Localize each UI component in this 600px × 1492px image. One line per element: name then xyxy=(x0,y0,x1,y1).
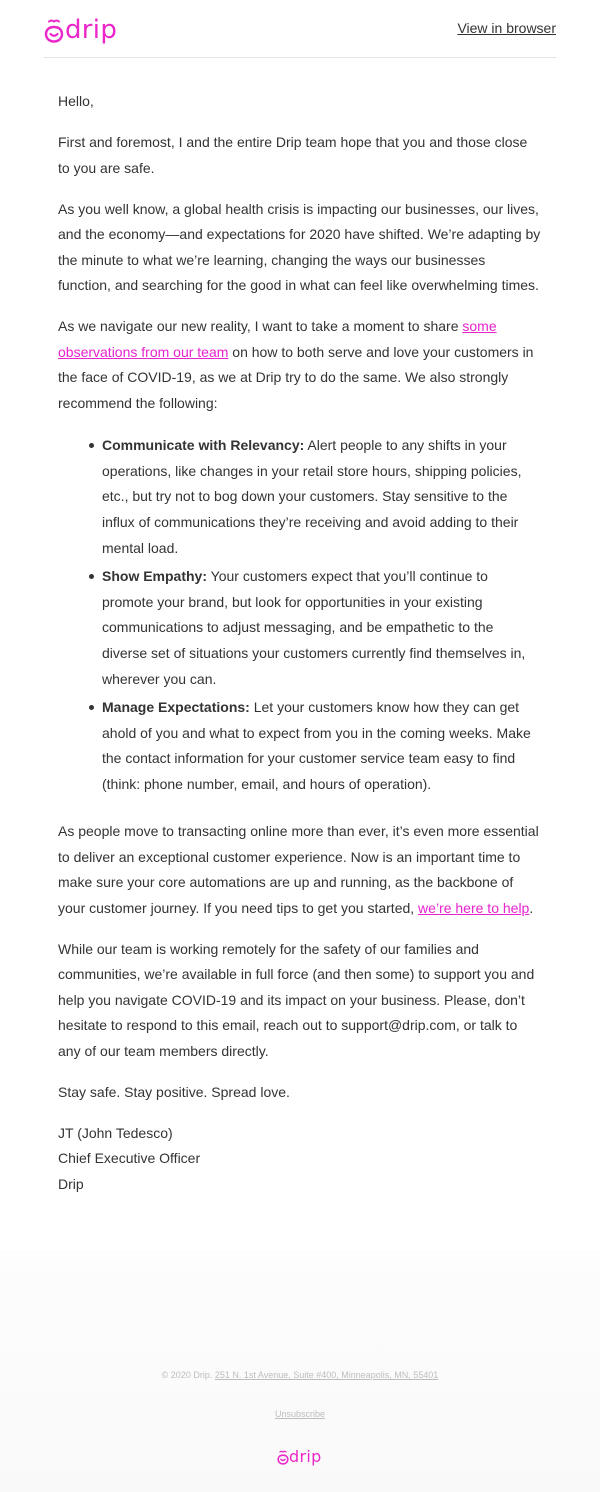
unsubscribe-link[interactable]: Unsubscribe xyxy=(274,1409,326,1419)
paragraph-intro: First and foremost, I and the entire Drip team hope that you and those close to you are safe. xyxy=(58,134,528,176)
signature-title: Chief Executive Officer xyxy=(58,1150,201,1167)
bullet-text: Your customers expect that you’ll continue to promote your brand, but look for opportunities in your existing communications to adjust messaging, and be empathetic to the diverse set of situations your customers currently find themselves in, wherever you can. xyxy=(102,568,526,687)
help-link[interactable]: we’re here to help xyxy=(418,899,530,916)
email-header xyxy=(44,0,556,58)
view-in-browser-link[interactable]: View in browser xyxy=(457,20,556,36)
signature-name: JT (John Tedesco) xyxy=(58,1124,173,1141)
observations-link[interactable]: some observations from our team xyxy=(58,318,497,360)
greeting: Hello, xyxy=(58,93,94,109)
bullet-text: Let your customers know how they can get ahold of you and what to expect from you in the coming weeks. Make the contact information for your customer service team easy to find (think: phone number, email, and hours of operation). xyxy=(102,699,531,793)
footer-drip-logo[interactable] xyxy=(277,1447,322,1467)
recommendations-list xyxy=(58,433,542,798)
paragraph-support: While our team is working remotely for the safety of our families and communities, we’re available in full force (and then some) to support you and help you navigate COVID-19 and its impact on your business. Please, don’t hesitate to respond to this email, reach out to support@drip.com, or talk to any of our team members directly. xyxy=(58,940,535,1059)
logo-text: drip xyxy=(65,15,118,45)
paragraph-closing: Stay safe. Stay positive. Spread love. xyxy=(58,1083,290,1100)
list-item xyxy=(102,433,542,562)
paragraph-experience xyxy=(58,819,542,921)
footer-address xyxy=(0,1370,600,1380)
paragraph-text: As people move to transacting online more than ever, it’s even more essential to deliver an exceptional customer experience. Now is an important time to make sure your core automations are up and running, as the backbone of your customer journey. If you need tips to get you started, xyxy=(58,823,539,916)
email-footer xyxy=(0,1250,600,1492)
paragraph-crisis: As you well know, a global health crisis is impacting our businesses, our lives, and the economy—and expectations for 2020 have shifted. We’re adapting by the minute to what we’re learning, changing the ways our businesses function, and searching for the good in what can feel like overwhelming times. xyxy=(58,200,541,293)
list-item xyxy=(102,695,542,798)
copyright-text: © 2020 Drip. xyxy=(161,1370,215,1380)
email-body xyxy=(58,89,542,1197)
bullet-text: Alert people to any shifts in your operations, like changes in your retail store hours, shipping policies, etc., but try not to bog down your customers. Stay sensitive to the influx of communications they’re receiving and avoid adding to their mental load. xyxy=(102,437,522,556)
drip-logo[interactable] xyxy=(44,14,117,46)
paragraph-text: on how to both serve and love your customers in the face of COVID-19, as we at Drip try to do the same. We also strongly recommend the following: xyxy=(58,343,534,411)
paragraph-text: As we navigate our new reality, I want to take a moment to share xyxy=(58,318,463,334)
bullet-title: Manage Expectations: xyxy=(102,699,250,716)
signature-company: Drip xyxy=(58,1175,84,1192)
list-item xyxy=(102,564,542,693)
bullet-title: Show Empathy: xyxy=(102,568,208,585)
footer-logo-text: drip xyxy=(289,1447,322,1466)
drip-logo-icon xyxy=(44,17,64,43)
paragraph-observations xyxy=(58,314,542,416)
drip-logo-icon xyxy=(277,1449,289,1465)
bullet-title: Communicate with Relevancy: xyxy=(102,437,305,453)
paragraph-text: . xyxy=(529,899,534,916)
address-link[interactable]: 251 N. 1st Avenue, Suite #400, Minneapolis, MN, 55401 xyxy=(214,1370,439,1380)
